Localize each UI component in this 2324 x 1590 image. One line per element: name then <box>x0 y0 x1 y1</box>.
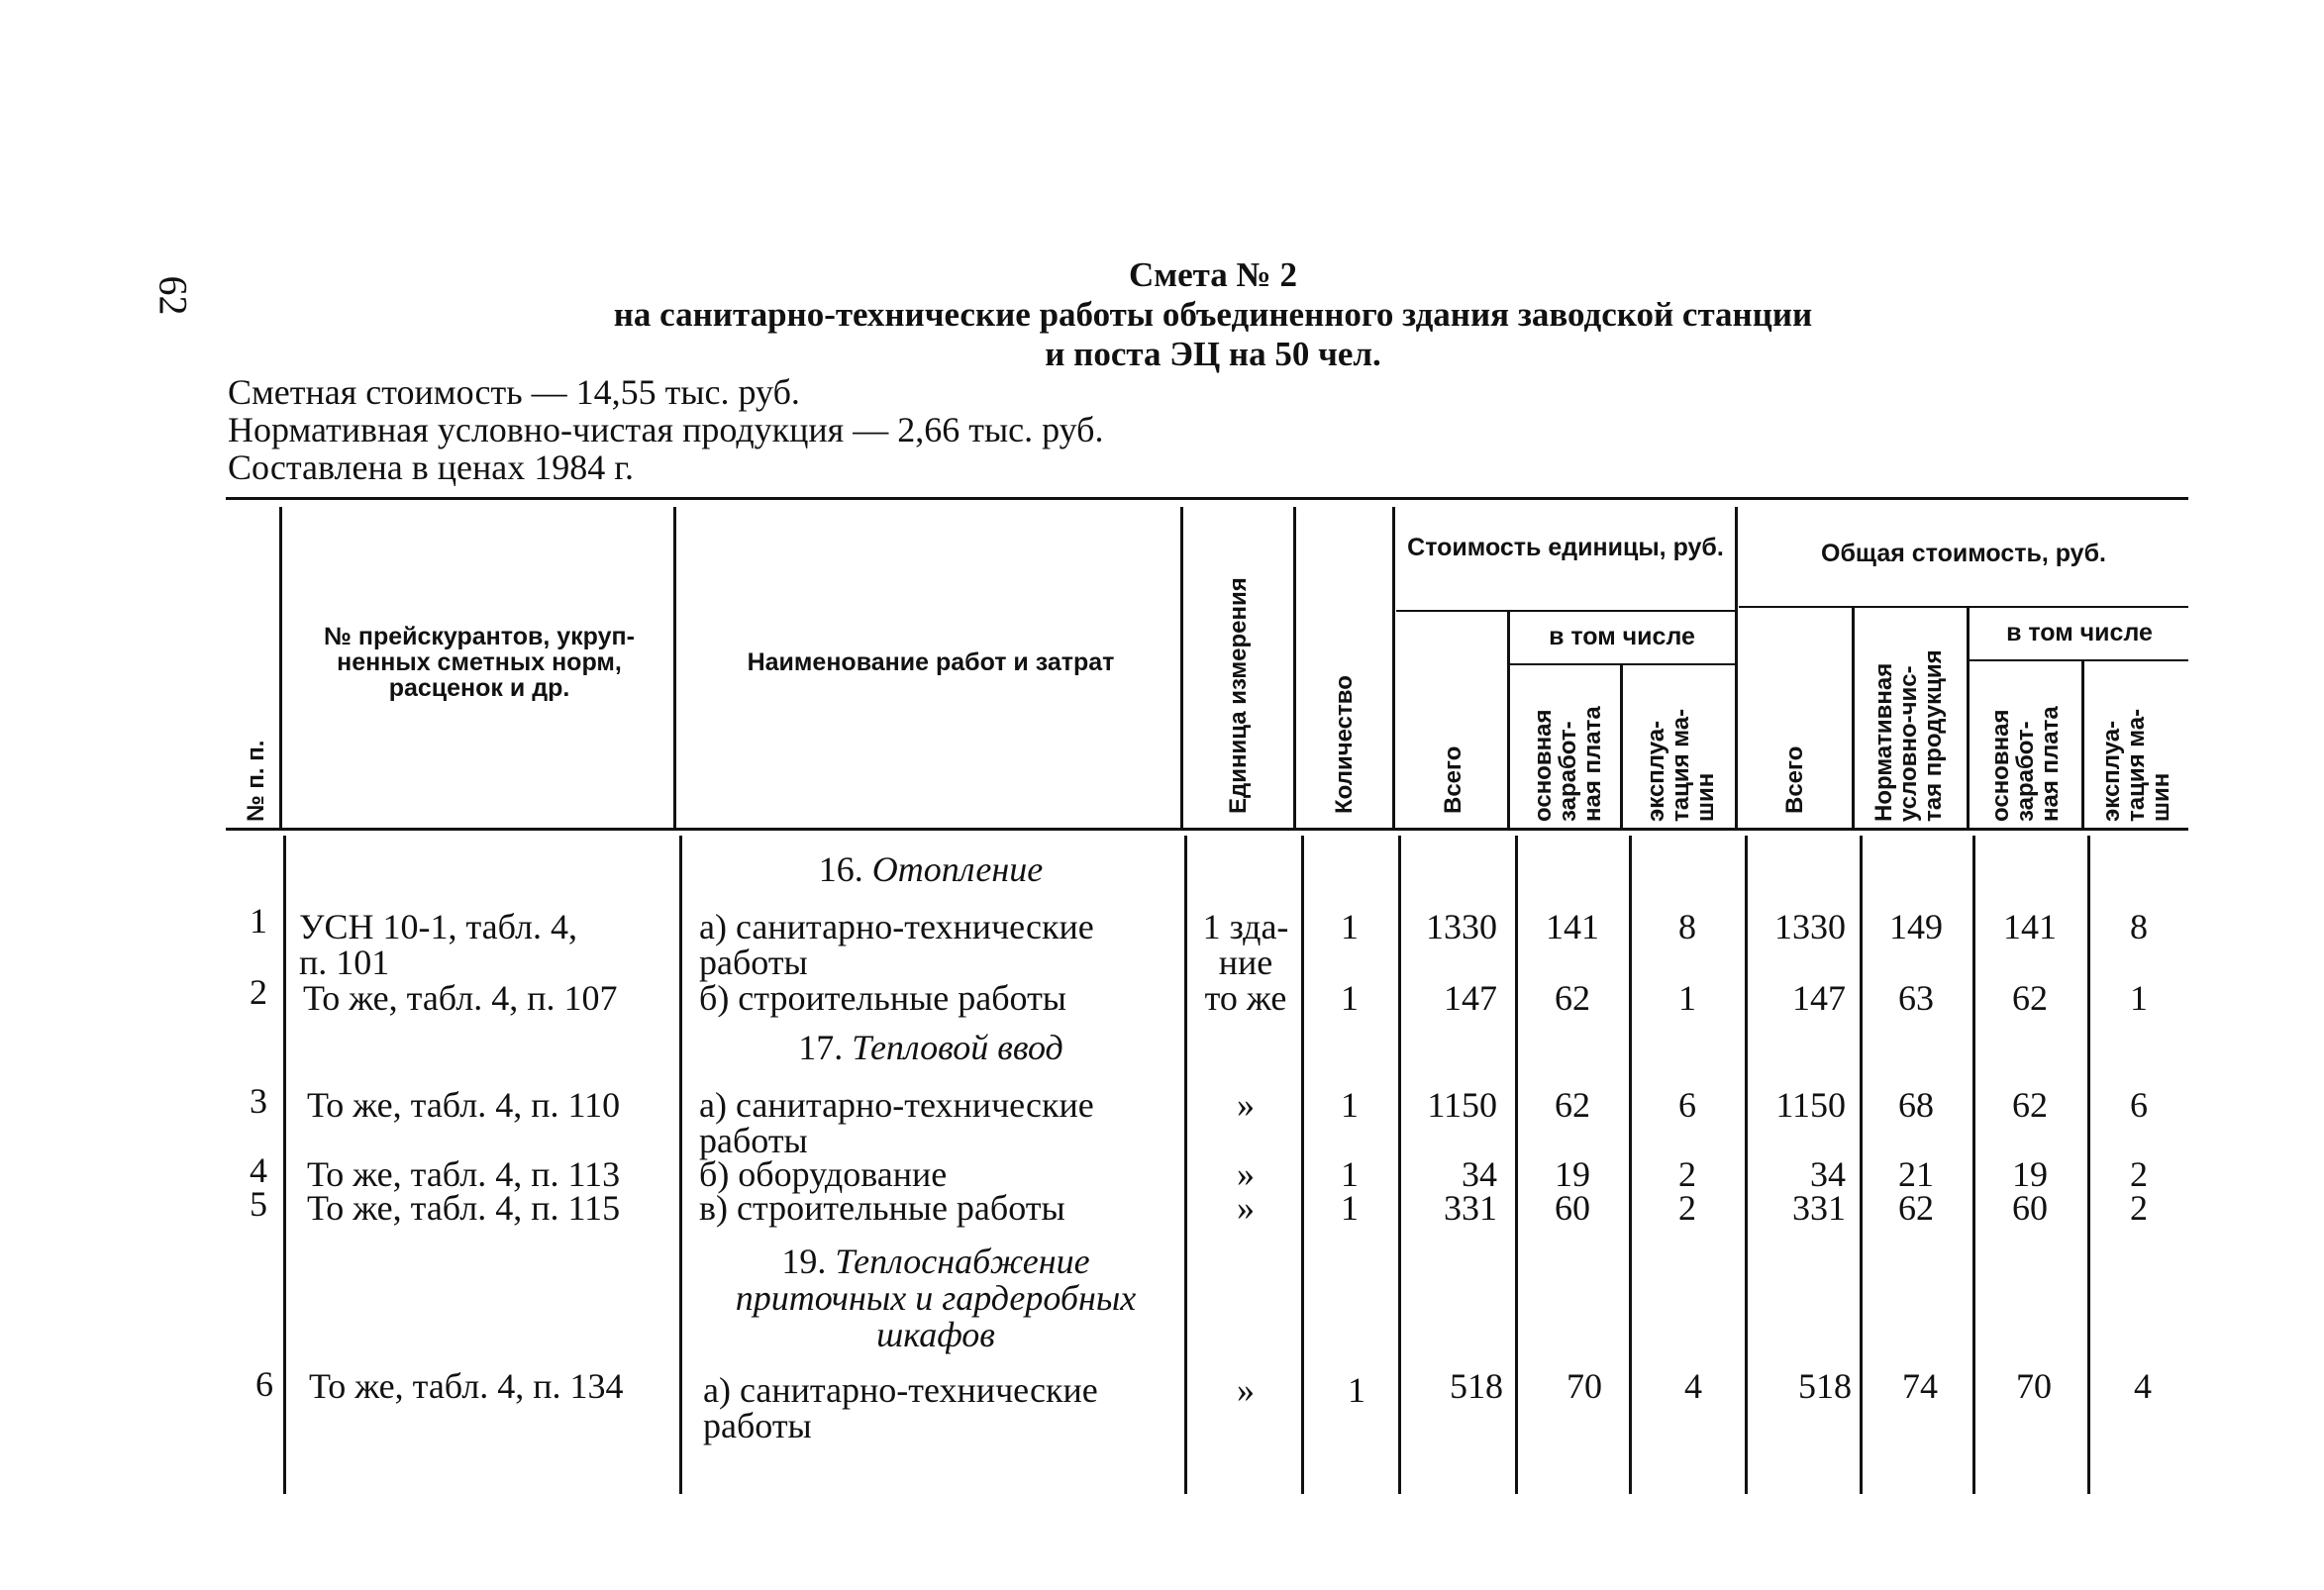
section-heading <box>683 851 1178 888</box>
header-line: тая продукция <box>1920 649 1947 822</box>
section-number: 19. <box>781 1242 827 1281</box>
row-number: 5 <box>250 1184 267 1224</box>
work-name: а) санитарно-технические <box>703 1370 1098 1410</box>
unit-wage: 19 <box>1555 1154 1590 1194</box>
col-divider <box>1301 836 1304 1494</box>
unit: » <box>1237 1370 1255 1410</box>
work-name: работы <box>699 1121 808 1160</box>
total-wage: 70 <box>2016 1366 2052 1406</box>
total-normative: 62 <box>1898 1188 1934 1228</box>
unit-machines: 2 <box>1678 1154 1696 1194</box>
header-line: шин <box>2148 772 2174 822</box>
total-total: 34 <box>1810 1154 1846 1194</box>
quantity: 1 <box>1348 1370 1365 1410</box>
col-divider <box>283 836 286 1494</box>
section-line <box>693 1317 1178 1353</box>
header-total-wage <box>1988 706 2063 822</box>
quantity: 1 <box>1341 1188 1359 1228</box>
unit: ние <box>1218 943 1273 982</box>
header-line: ная плата <box>1579 706 1606 822</box>
header-unit-wage <box>1531 706 1605 822</box>
unit: » <box>1237 1085 1255 1125</box>
unit-total: 34 <box>1462 1154 1497 1194</box>
header-total-cost: Общая стоимость, руб. <box>1821 540 2106 567</box>
page-number: 62 <box>151 275 196 316</box>
unit: то же <box>1204 978 1287 1018</box>
total-total: 147 <box>1792 978 1846 1018</box>
normative-production: Нормативная условно-чистая продукция — 2,66 тыс. руб. <box>228 410 1104 449</box>
header-line: шин <box>1692 772 1719 822</box>
ref-line: То же, табл. 4, п. 110 <box>307 1085 621 1125</box>
unit: 1 зда- <box>1202 907 1289 946</box>
col-divider <box>679 836 682 1494</box>
section-name: Теплоснабжение <box>835 1242 1090 1281</box>
total-machines: 2 <box>2130 1154 2148 1194</box>
header-quantity: Количество <box>1331 675 1358 814</box>
total-cost-rule <box>1739 606 2188 608</box>
section-number: 16. <box>818 849 863 889</box>
header-unit-machines <box>1644 709 1718 822</box>
row-number: 1 <box>250 901 267 941</box>
header-line: эксплуа- <box>2098 720 2125 822</box>
work-name: а) санитарно-технические <box>699 1085 1094 1125</box>
total-machines: 1 <box>2130 978 2148 1018</box>
total-total: 331 <box>1792 1188 1846 1228</box>
header-total-normative <box>1871 649 1946 822</box>
unit-total: 518 <box>1450 1366 1503 1406</box>
header-num: № п. п. <box>243 740 269 822</box>
quantity: 1 <box>1341 978 1359 1018</box>
header-pricelist: № прейскурантов, укруп-ненных сметных норм, расценок и др. <box>324 623 635 702</box>
price-basis: Составлена в ценах 1984 г. <box>228 447 634 487</box>
header-line: заработ- <box>2012 721 2039 822</box>
section-heading <box>693 1243 1178 1353</box>
col-divider <box>1735 507 1738 829</box>
col-divider <box>2087 836 2090 1494</box>
quantity: 1 <box>1341 907 1359 946</box>
col-divider <box>279 507 282 829</box>
ref-line: п. 101 <box>299 943 390 982</box>
header-line: условно-чис- <box>1895 665 1922 822</box>
unit-total: 331 <box>1444 1188 1497 1228</box>
total-wage: 60 <box>2012 1188 2048 1228</box>
unit-total: 147 <box>1444 978 1497 1018</box>
col-divider <box>1620 663 1623 829</box>
col-divider <box>2081 659 2084 829</box>
header-line: тация ма- <box>2123 708 2150 822</box>
section-name: Тепловой ввод <box>852 1028 1063 1067</box>
header-total-machines <box>2099 709 2173 822</box>
unit-total: 1330 <box>1426 907 1497 946</box>
row-number: 4 <box>250 1150 267 1190</box>
total-machines: 2 <box>2130 1188 2148 1228</box>
unit-cost-rule <box>1396 610 1736 612</box>
work-name: работы <box>699 943 808 982</box>
ref-line: То же, табл. 4, п. 134 <box>309 1366 624 1406</box>
section-line <box>693 1280 1178 1317</box>
unit-total: 1150 <box>1427 1085 1497 1125</box>
col-divider <box>1515 836 1518 1494</box>
total-normative: 63 <box>1898 978 1934 1018</box>
unit: » <box>1237 1154 1255 1194</box>
header-unit-cost: Стоимость единицы, руб. <box>1407 534 1724 561</box>
section-line <box>693 1243 1178 1280</box>
header-line: заработ- <box>1555 721 1581 822</box>
estimated-cost: Сметная стоимость — 14,55 тыс. руб. <box>228 372 800 412</box>
unit-machines: 1 <box>1678 978 1696 1018</box>
header-line: основная <box>1530 709 1557 822</box>
header-unit-incl: в том числе <box>1549 623 1695 650</box>
total-wage: 62 <box>2012 978 2048 1018</box>
row-number: 2 <box>250 972 267 1012</box>
col-divider <box>1180 507 1183 829</box>
section-name: приточных и гардеробных <box>735 1278 1137 1318</box>
row-ref <box>299 909 673 944</box>
unit-wage: 141 <box>1546 907 1599 946</box>
ref-line: То же, табл. 4, п. 107 <box>303 978 618 1018</box>
header-unit: Единица измерения <box>1225 577 1252 814</box>
total-wage: 141 <box>2003 907 2057 946</box>
section-heading <box>683 1030 1178 1066</box>
ref-line: То же, табл. 4, п. 113 <box>307 1154 621 1194</box>
work-name: в) строительные работы <box>699 1188 1065 1228</box>
total-machines: 8 <box>2130 907 2148 946</box>
quantity: 1 <box>1341 1085 1359 1125</box>
total-normative: 74 <box>1902 1366 1938 1406</box>
ref-line: То же, табл. 4, п. 115 <box>307 1188 621 1228</box>
unit-machines: 8 <box>1678 907 1696 946</box>
header-total-total: Всего <box>1781 745 1808 814</box>
estimate-subtitle-line2: и поста ЭЦ на 50 чел. <box>1045 335 1381 373</box>
total-total: 518 <box>1798 1366 1852 1406</box>
ref-line: УСН 10-1, табл. 4, <box>299 907 578 946</box>
header-unit-total: Всего <box>1440 745 1466 814</box>
work-name: работы <box>703 1406 812 1445</box>
work-name: б) оборудование <box>699 1154 948 1194</box>
unit-wage: 62 <box>1555 1085 1590 1125</box>
unit-machines: 6 <box>1678 1085 1696 1125</box>
header-line: ная плата <box>2037 706 2064 822</box>
total-wage: 19 <box>2012 1154 2048 1194</box>
quantity: 1 <box>1341 1154 1359 1194</box>
total-normative: 68 <box>1898 1085 1934 1125</box>
estimate-subtitle-line1: на санитарно-технические работы объединенного здания заводской станции <box>613 295 1813 334</box>
unit-machines: 4 <box>1684 1366 1702 1406</box>
header-total-incl: в том числе <box>2006 619 2153 646</box>
total-total: 1150 <box>1775 1085 1846 1125</box>
col-divider <box>1293 507 1296 829</box>
unit-wage: 60 <box>1555 1188 1590 1228</box>
unit-wage: 70 <box>1566 1366 1602 1406</box>
header-bottom-rule <box>226 828 2188 831</box>
work-name: б) строительные работы <box>699 978 1066 1018</box>
total-normative: 149 <box>1889 907 1943 946</box>
table-top-rule <box>226 497 2188 500</box>
row-number: 3 <box>250 1081 267 1121</box>
col-divider <box>1184 836 1187 1494</box>
header-work-name: Наименование работ и затрат <box>747 648 1115 676</box>
row-number: 6 <box>255 1364 273 1404</box>
section-name: Отопление <box>871 849 1044 889</box>
work-name: а) санитарно-технические <box>699 907 1094 946</box>
section-number: 17. <box>798 1028 844 1067</box>
total-machines: 6 <box>2130 1085 2148 1125</box>
estimate-title: Смета № 2 <box>1129 255 1297 294</box>
header-line: тация ма- <box>1667 708 1694 822</box>
header-line: Нормативная <box>1870 662 1897 822</box>
section-name: шкафов <box>876 1315 995 1354</box>
col-divider <box>1860 836 1863 1494</box>
unit-machines: 2 <box>1678 1188 1696 1228</box>
col-divider <box>673 507 676 829</box>
total-incl-rule <box>1969 659 2188 661</box>
header-line: эксплуа- <box>1643 720 1669 822</box>
unit: » <box>1237 1188 1255 1228</box>
col-divider <box>1972 836 1975 1494</box>
unit-wage: 62 <box>1555 978 1590 1018</box>
col-divider <box>1967 606 1970 829</box>
col-divider <box>1852 606 1855 829</box>
col-divider <box>1392 507 1395 829</box>
total-normative: 21 <box>1898 1154 1934 1194</box>
header-line: основная <box>1987 709 2014 822</box>
total-machines: 4 <box>2134 1366 2152 1406</box>
total-wage: 62 <box>2012 1085 2048 1125</box>
total-total: 1330 <box>1774 907 1846 946</box>
